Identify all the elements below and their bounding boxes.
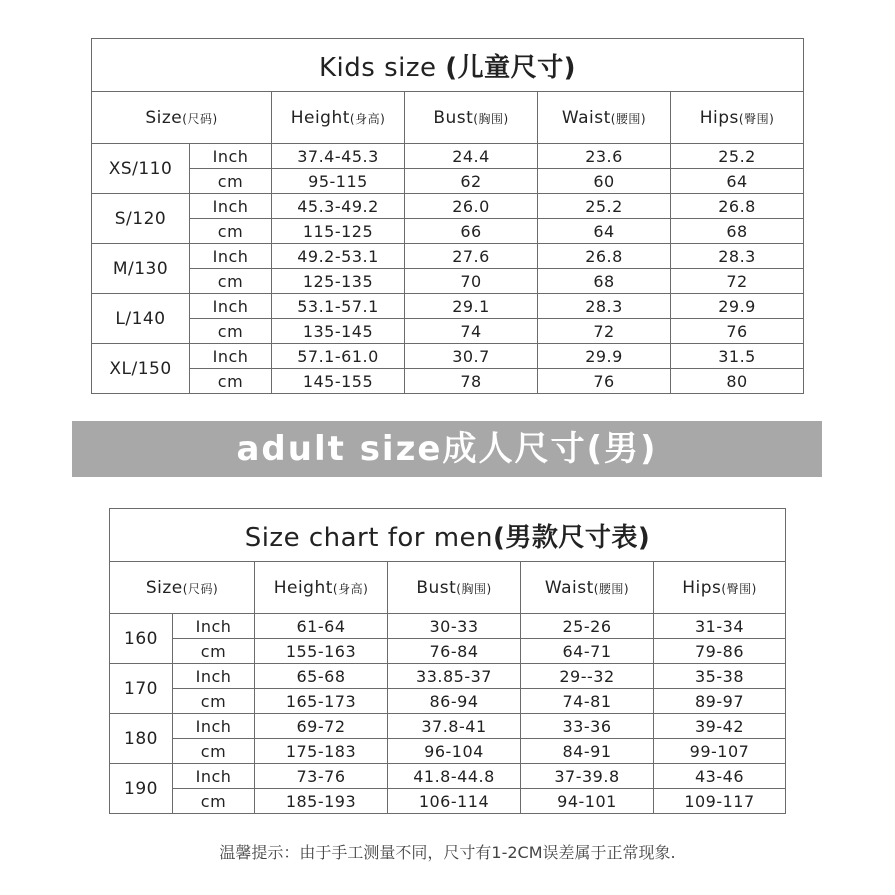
value-cell: 26.8 (671, 194, 804, 219)
value-cell: 73-76 (255, 764, 388, 789)
table-row (92, 169, 804, 194)
value-cell: 76-84 (388, 639, 521, 664)
unit-cell: cm (173, 789, 255, 814)
value-cell: 135-145 (272, 319, 405, 344)
value-cell: 64 (538, 219, 671, 244)
header-label-cn: (胸围) (456, 581, 492, 596)
header-hips (654, 562, 786, 614)
unit-cell: cm (190, 319, 272, 344)
header-label: Waist (544, 577, 594, 598)
value-cell: 115-125 (272, 219, 405, 244)
value-cell: 80 (671, 369, 804, 394)
header-waist (538, 92, 671, 144)
value-cell: 68 (671, 219, 804, 244)
unit-cell: Inch (190, 144, 272, 169)
table-row (92, 194, 804, 219)
header-label: Hips (682, 577, 722, 598)
header-label: Height (273, 577, 333, 598)
value-cell: 74-81 (521, 689, 654, 714)
unit-cell: Inch (173, 664, 255, 689)
header-label: Size (145, 577, 183, 598)
value-cell: 89-97 (654, 689, 786, 714)
value-cell: 76 (671, 319, 804, 344)
value-cell: 66 (405, 219, 538, 244)
value-cell: 33.85-37 (388, 664, 521, 689)
size-cell: 170 (110, 664, 173, 714)
measurement-note: 温馨提示：由于手工测量不同，尺寸有1-2CM误差属于正常现象. (219, 843, 676, 862)
header-label-cn: (臀围) (721, 581, 757, 596)
header-label: Waist (561, 107, 611, 128)
size-cell: 190 (110, 764, 173, 814)
unit-cell: cm (190, 219, 272, 244)
value-cell: 35-38 (654, 664, 786, 689)
value-cell: 33-36 (521, 714, 654, 739)
size-cell: M/130 (92, 244, 190, 294)
header-bust (388, 562, 521, 614)
unit-cell: cm (173, 739, 255, 764)
value-cell: 29.1 (405, 294, 538, 319)
size-cell: S/120 (92, 194, 190, 244)
value-cell: 72 (538, 319, 671, 344)
value-cell: 27.6 (405, 244, 538, 269)
value-cell: 29--32 (521, 664, 654, 689)
men-title-en: Size chart for men (244, 522, 494, 553)
men-table-title (110, 509, 786, 562)
table-row (92, 219, 804, 244)
value-cell: 155-163 (255, 639, 388, 664)
value-cell: 39-42 (654, 714, 786, 739)
value-cell: 72 (671, 269, 804, 294)
kids-header-row (92, 92, 804, 144)
value-cell: 145-155 (272, 369, 405, 394)
header-label-cn: (腰围) (593, 581, 630, 596)
value-cell: 45.3-49.2 (272, 194, 405, 219)
value-cell: 25.2 (671, 144, 804, 169)
size-cell: L/140 (92, 294, 190, 344)
unit-cell: Inch (190, 294, 272, 319)
header-label: Bust (416, 577, 457, 598)
unit-cell: cm (190, 169, 272, 194)
value-cell: 43-46 (654, 764, 786, 789)
value-cell: 30-33 (388, 614, 521, 639)
value-cell: 26.0 (405, 194, 538, 219)
value-cell: 41.8-44.8 (388, 764, 521, 789)
header-label-cn: (尺码) (182, 581, 219, 596)
value-cell: 29.9 (538, 344, 671, 369)
header-height (272, 92, 405, 144)
table-row (92, 269, 804, 294)
size-cell: XL/150 (92, 344, 190, 394)
value-cell: 64-71 (521, 639, 654, 664)
value-cell: 30.7 (405, 344, 538, 369)
men-table-body (110, 614, 786, 814)
value-cell: 79-86 (654, 639, 786, 664)
value-cell: 57.1-61.0 (272, 344, 405, 369)
value-cell: 37.8-41 (388, 714, 521, 739)
value-cell: 29.9 (671, 294, 804, 319)
header-label: Height (290, 107, 350, 128)
value-cell: 78 (405, 369, 538, 394)
table-row (110, 639, 786, 664)
value-cell: 68 (538, 269, 671, 294)
header-label-cn: (臀围) (738, 111, 775, 126)
value-cell: 70 (405, 269, 538, 294)
value-cell: 95-115 (272, 169, 405, 194)
value-cell: 37-39.8 (521, 764, 654, 789)
header-bust (405, 92, 538, 144)
value-cell: 62 (405, 169, 538, 194)
unit-cell: cm (173, 689, 255, 714)
header-label: Bust (433, 107, 474, 128)
header-hips (671, 92, 804, 144)
unit-cell: cm (190, 369, 272, 394)
header-height (255, 562, 388, 614)
value-cell: 69-72 (255, 714, 388, 739)
value-cell: 86-94 (388, 689, 521, 714)
value-cell: 49.2-53.1 (272, 244, 405, 269)
value-cell: 109-117 (654, 789, 786, 814)
adult-size-banner: adult size成人尺寸(男) (72, 421, 822, 477)
value-cell: 64 (671, 169, 804, 194)
table-row (110, 714, 786, 739)
table-row (110, 739, 786, 764)
value-cell: 26.8 (538, 244, 671, 269)
table-row (110, 789, 786, 814)
value-cell: 28.3 (671, 244, 804, 269)
value-cell: 61-64 (255, 614, 388, 639)
value-cell: 74 (405, 319, 538, 344)
header-size (110, 562, 255, 614)
unit-cell: Inch (173, 614, 255, 639)
value-cell: 53.1-57.1 (272, 294, 405, 319)
kids-table-title (92, 39, 804, 92)
unit-cell: cm (190, 269, 272, 294)
unit-cell: Inch (190, 194, 272, 219)
table-row (92, 369, 804, 394)
value-cell: 23.6 (538, 144, 671, 169)
header-label: Size (145, 107, 183, 128)
value-cell: 65-68 (255, 664, 388, 689)
unit-cell: Inch (173, 714, 255, 739)
value-cell: 99-107 (654, 739, 786, 764)
table-row (92, 244, 804, 269)
value-cell: 76 (538, 369, 671, 394)
header-label: Hips (699, 107, 739, 128)
table-row (92, 319, 804, 344)
value-cell: 94-101 (521, 789, 654, 814)
size-cell: 160 (110, 614, 173, 664)
men-title-cn: (男款尺寸表) (493, 522, 651, 553)
table-row (92, 144, 804, 169)
value-cell: 25-26 (521, 614, 654, 639)
unit-cell: Inch (190, 344, 272, 369)
table-row (110, 764, 786, 789)
value-cell: 125-135 (272, 269, 405, 294)
value-cell: 175-183 (255, 739, 388, 764)
value-cell: 185-193 (255, 789, 388, 814)
kids-table-body (92, 144, 804, 394)
unit-cell: Inch (190, 244, 272, 269)
size-cell: 180 (110, 714, 173, 764)
table-row (92, 294, 804, 319)
header-label-cn: (尺码) (182, 111, 218, 126)
table-row (110, 614, 786, 639)
kids-size-table (91, 38, 804, 394)
men-size-table (109, 508, 786, 814)
size-cell: XS/110 (92, 144, 190, 194)
header-waist (521, 562, 654, 614)
kids-title-cn: (儿童尺寸) (445, 52, 577, 83)
header-label-cn: (胸围) (473, 111, 509, 126)
header-label-cn: (身高) (349, 111, 386, 126)
unit-cell: Inch (173, 764, 255, 789)
table-row (110, 664, 786, 689)
value-cell: 60 (538, 169, 671, 194)
value-cell: 25.2 (538, 194, 671, 219)
value-cell: 31-34 (654, 614, 786, 639)
value-cell: 106-114 (388, 789, 521, 814)
value-cell: 37.4-45.3 (272, 144, 405, 169)
value-cell: 165-173 (255, 689, 388, 714)
value-cell: 96-104 (388, 739, 521, 764)
table-row (110, 689, 786, 714)
header-size (92, 92, 272, 144)
value-cell: 28.3 (538, 294, 671, 319)
kids-title-en: Kids size (319, 52, 446, 83)
value-cell: 31.5 (671, 344, 804, 369)
value-cell: 84-91 (521, 739, 654, 764)
header-label-cn: (身高) (332, 581, 369, 596)
header-label-cn: (腰围) (610, 111, 647, 126)
unit-cell: cm (173, 639, 255, 664)
value-cell: 24.4 (405, 144, 538, 169)
men-header-row (110, 562, 786, 614)
table-row (92, 344, 804, 369)
